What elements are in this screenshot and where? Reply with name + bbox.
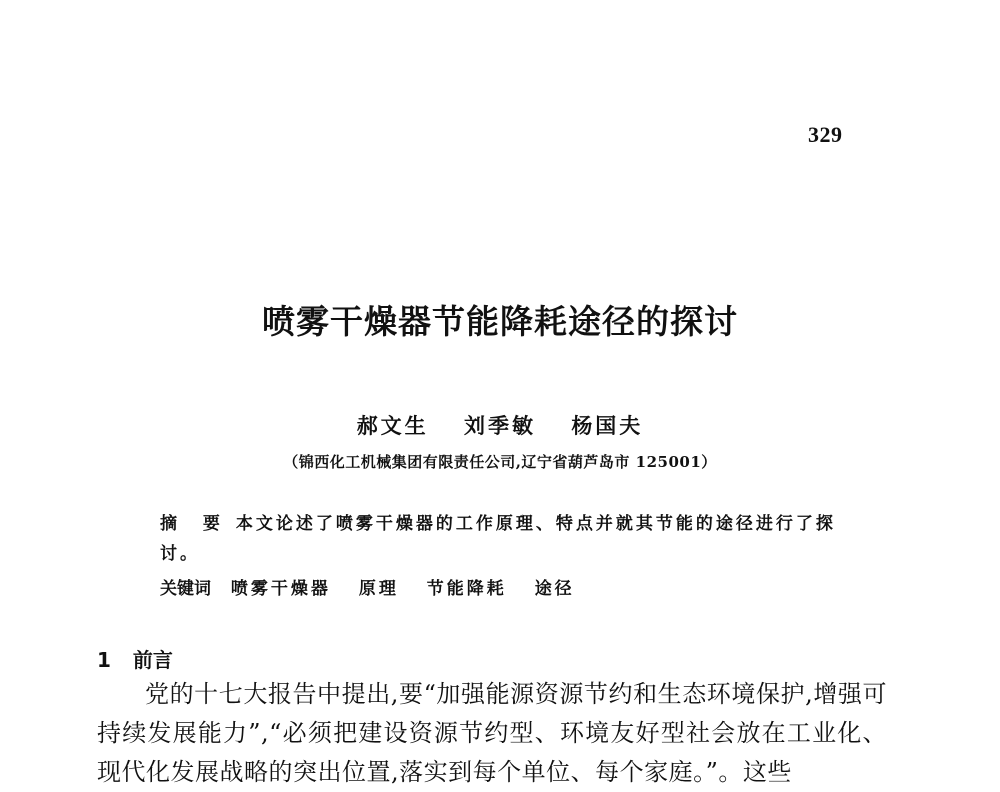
section-title: 前言 bbox=[132, 648, 173, 672]
keyword: 节能降耗 bbox=[426, 579, 507, 599]
abstract-label: 摘 要 bbox=[160, 514, 230, 534]
page-number: 329 bbox=[808, 122, 843, 147]
author-name: 刘季敏 bbox=[464, 413, 536, 438]
author-name: 杨国夫 bbox=[571, 413, 644, 438]
article-title: 喷雾干燥器节能降耗途径的探讨 bbox=[262, 302, 738, 341]
abstract-text: 本文论述了喷雾干燥器的工作原理、特点并就其节能的途径进行了探讨。 bbox=[160, 514, 836, 564]
author-list bbox=[0, 410, 1000, 440]
section-number: 1 bbox=[97, 648, 111, 672]
abstract bbox=[160, 509, 860, 569]
keyword: 途径 bbox=[534, 579, 575, 599]
keywords-label: 关键词 bbox=[160, 579, 211, 599]
author-name: 郝文生 bbox=[356, 413, 429, 438]
keywords bbox=[160, 574, 597, 599]
keyword: 喷雾干燥器 bbox=[230, 579, 331, 599]
body-paragraph: 党的十七大报告中提出,要“加强能源资源节约和生态环境保护,增强可持续发展能力”,“必须把建设资源节约型、环境友好型社会放在工业化、现代化发展战略的突出位置,落实到每个单位、每个家庭。”。这些 bbox=[97, 680, 887, 786]
section-heading bbox=[97, 644, 173, 673]
keyword: 原理 bbox=[358, 579, 399, 599]
author-affiliation: （锦西化工机械集团有限责任公司,辽宁省葫芦岛市 125001） bbox=[283, 453, 717, 471]
